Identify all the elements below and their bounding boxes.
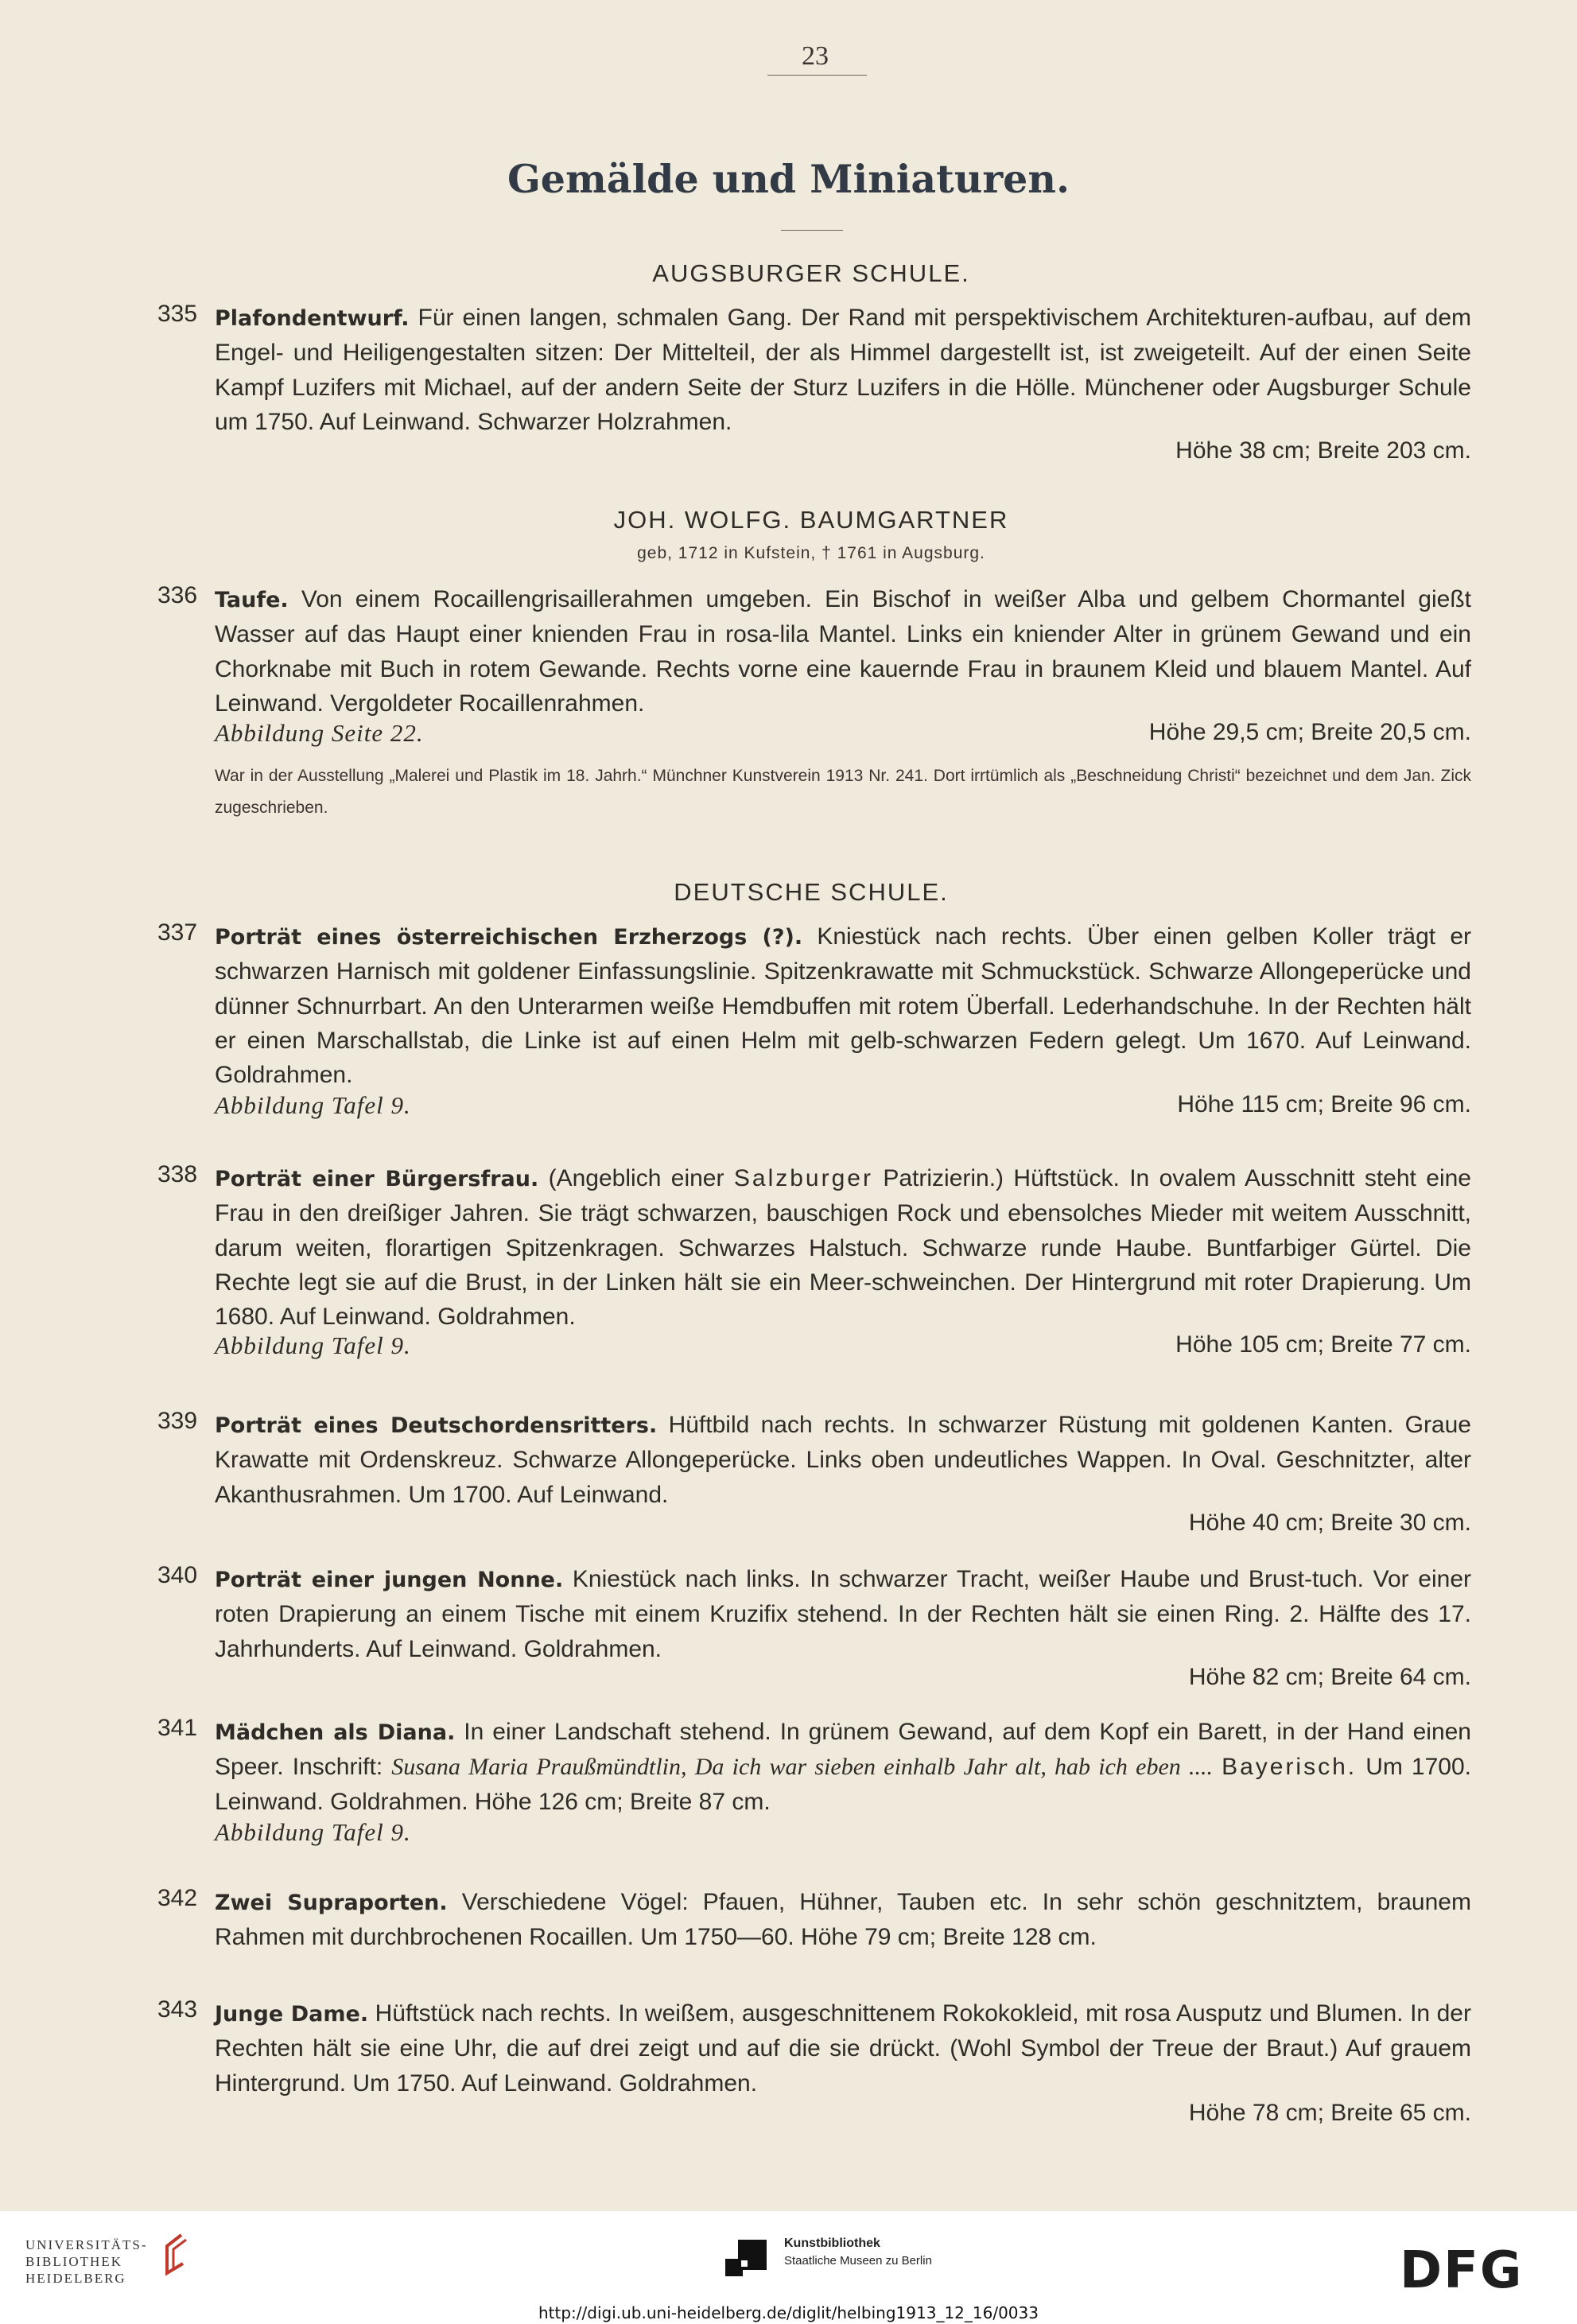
- entry-number: 343: [157, 1996, 198, 2023]
- entry-dimensions: Höhe 115 cm; Breite 96 cm.: [1177, 1091, 1471, 1117]
- entry-text: [215, 919, 1471, 1092]
- entry-title: Porträt einer jungen Nonne.: [215, 1568, 564, 1592]
- catalog-entry-337: [157, 919, 1471, 1142]
- entry-figure-reference: Abbildung Seite 22.: [215, 719, 424, 747]
- catalog-entry-336: [157, 582, 1471, 757]
- uhd-logo-icon: [159, 2232, 191, 2279]
- entry-description-cont: Um 1700. Leinwand. Goldrahmen. Höhe 126 cm; Breite 87 cm.: [215, 1754, 1471, 1815]
- kunstbibliothek-logo-icon: [721, 2235, 773, 2283]
- entry-figure-reference: Abbildung Tafel 9.: [215, 1331, 411, 1359]
- section-heading-augsburger: AUGSBURGER SCHULE.: [652, 259, 970, 287]
- entry-description: Kniestück nach rechts. Über einen gelben Koller trägt er schwarzen Harnisch mit goldener Einfassungslinie. Spitzenkrawatte mit Schmuckstück. Schwarze Allongeperücke und dünner Schnurrbart. An den Unterarmen weiße Hemdbuffen mit rotem Überfall. Lederhandschuhe. In der Rechten hält er einen Marschallstab, die Linke ist auf einen Helm mit gelb-schwarzen Federn gelegt. Um 1670. Auf Leinwand. Goldrahmen.: [215, 923, 1471, 1089]
- entry-dimensions: Höhe 82 cm; Breite 64 cm.: [1188, 1664, 1471, 1690]
- entry-title: Plafondentwurf.: [215, 306, 410, 331]
- entry-title: Porträt einer Bürgersfrau.: [215, 1167, 539, 1191]
- artist-heading-baumgartner: JOH. WOLFG. BAUMGARTNER: [613, 506, 1009, 534]
- entry-number: 339: [157, 1408, 198, 1434]
- entry-description: Hüftstück nach rechts. In weißem, ausgeschnittenem Rokokokleid, mit rosa Ausputz und Blumen. In der Rechten hält sie eine Uhr, die auf drei zeigt und auf die sie drückt. (Wohl Symbol der Treue der Braut.) Auf grauem Hintergrund. Um 1750. Auf Leinwand. Goldrahmen.: [215, 2000, 1471, 2097]
- entry-dimensions: Höhe 29,5 cm; Breite 20,5 cm.: [1148, 719, 1471, 745]
- entry-description: Von einem Rocaillengrisaillerahmen umgeben. Ein Bischof in weißer Alba und gelbem Chormantel gießt Wasser auf das Haupt einer knienden Frau in rosa-lila Mantel. Links ein kniender Alter in grünem Gewand und ein Chorknabe mit Buch in rotem Gewande. Rechts vorne eine kauernde Frau in braunem Kleid und blauem Mantel. Auf Leinwand. Vergoldeter Rocaillenrahmen.: [215, 586, 1471, 717]
- uhd-line-1: UNIVERSITÄTS-: [25, 2237, 148, 2252]
- entry-title: Taufe.: [215, 588, 289, 612]
- entry-spaced-word: Salzburger: [733, 1165, 873, 1191]
- entry-text: [215, 1562, 1471, 1666]
- entry-figure-reference: Abbildung Tafel 9.: [215, 1091, 411, 1119]
- entry-dimensions: Höhe 38 cm; Breite 203 cm.: [1175, 437, 1471, 464]
- entry-text: [215, 301, 1471, 439]
- entry-number: 340: [157, 1562, 198, 1588]
- entry-title: Porträt eines Deutschordensritters.: [215, 1413, 658, 1438]
- entry-text: [215, 1161, 1471, 1334]
- entry-number: 341: [157, 1715, 198, 1741]
- entry-description: Verschiedene Vögel: Pfauen, Hühner, Tauben etc. In sehr schön geschnitztem, braunem Rahmen mit durchbrochenen Rocaillen. Um 1750—60. Höhe 79 cm; Breite 128 cm.: [215, 1889, 1471, 1951]
- page-title: Gemälde und Miniaturen.: [507, 156, 1070, 202]
- section-heading-deutsche: DEUTSCHE SCHULE.: [674, 878, 949, 906]
- catalog-entry-343: [157, 1996, 1471, 2139]
- entry-number: 335: [157, 301, 198, 327]
- catalog-entry-341: [157, 1715, 1471, 1858]
- entry-text: [215, 582, 1471, 721]
- entry-number: 336: [157, 582, 198, 608]
- page-number: 23: [802, 41, 829, 71]
- entry-description: Für einen langen, schmalen Gang. Der Rand mit perspektivischem Architekturen-aufbau, auf dem Engel- und Heiligengestalten sitzen: Der Mittelteil, der als Himmel dargestellt ist, ist zweigeteilt. Auf der einen Seite Kampf Luzifers mit Michael, auf der andern Seite der Sturz Luzifers in die Hölle. Münchener oder Augsburger Schule um 1750. Auf Leinwand. Schwarzer Holzrahmen.: [215, 305, 1472, 435]
- entry-number: 342: [157, 1885, 198, 1911]
- entry-description: Hüftbild nach rechts. In schwarzer Rüstung mit goldenen Kanten. Graue Krawatte mit Ordenskreuz. Schwarze Allongeperücke. Links oben undeutliches Wappen. In Oval. Geschnitzter, alter Akanthusrahmen. Um 1700. Auf Leinwand.: [215, 1412, 1471, 1508]
- entry-spaced-word: Bayerisch.: [1222, 1754, 1358, 1781]
- entry-number: 338: [157, 1161, 198, 1187]
- entry-number: 337: [157, 919, 198, 946]
- uhd-line-2: BIBLIOTHEK: [25, 2254, 122, 2269]
- entry-description-cont: Patrizierin.) Hüftstück. In ovalem Ausschnitt steht eine Frau in den dreißiger Jahren. Sie trägt schwarzen, bauschigen Rock und ebensolches Mieder mit weitem Ausschnitt, darum weiten, florartigen Spitzenkragen. Schwarzes Halstuch. Schwarze runde Haube. Buntfarbiger Gürtel. Die Rechte legt sie auf die Brust, in der Linken hält sie ein Meer-schweinchen. Der Hintergrund mit roter Drapierung. Um 1680. Auf Leinwand. Goldrahmen.: [215, 1165, 1471, 1331]
- entry-dimensions: Höhe 78 cm; Breite 65 cm.: [1188, 2100, 1471, 2126]
- catalog-entry-340: [157, 1562, 1471, 1705]
- entry-text: [215, 1885, 1471, 1955]
- dfg-logo: DFG: [1400, 2241, 1524, 2300]
- entry-dimensions: Höhe 40 cm; Breite 30 cm.: [1188, 1510, 1471, 1536]
- kunstbibliothek-logo-text: [784, 2235, 932, 2270]
- uhd-logo-text: [25, 2237, 148, 2287]
- catalog-entry-335: [157, 301, 1471, 476]
- entry-title: Zwei Supraporten.: [215, 1891, 448, 1915]
- entry-description: (Angeblich einer: [548, 1165, 724, 1191]
- page-number-rule: [767, 75, 867, 76]
- entry-336-note: War in der Ausstellung „Malerei und Plastik im 18. Jahrh.“ Münchner Kunstverein 1913 Nr. 241. Dort irrtümlich als „Beschneidung Christi“ bezeichnet und dem Jan. Zick zugeschrieben.: [215, 767, 1471, 817]
- kb-title: Kunstbibliothek: [784, 2237, 880, 2250]
- uhd-line-3: HEIDELBERG: [25, 2271, 126, 2286]
- entry-dimensions: Höhe 105 cm; Breite 77 cm.: [1175, 1331, 1471, 1358]
- entry-figure-reference: Abbildung Tafel 9.: [215, 1818, 411, 1846]
- catalog-entry-342: [157, 1885, 1471, 1957]
- catalog-entry-339: [157, 1408, 1471, 1551]
- entry-title: Porträt eines österreichischen Erzherzogs (?).: [215, 925, 803, 950]
- catalog-entry-338: [157, 1161, 1471, 1376]
- entry-text: [215, 1408, 1471, 1512]
- title-rule: [781, 230, 843, 231]
- entry-description: In einer Landschaft stehend. In grünem Gewand, auf dem Kopf ein Barett, in der Hand einen Speer. Inschrift:: [215, 1719, 1471, 1781]
- entry-text: [215, 1715, 1471, 1819]
- entry-title: Junge Dame.: [215, 2002, 369, 2027]
- entry-text: [215, 1996, 1471, 2101]
- kb-subtitle: Staatliche Museen zu Berlin: [784, 2254, 932, 2268]
- entry-title: Mädchen als Diana.: [215, 1720, 456, 1745]
- entry-description: Kniestück nach links. In schwarzer Tracht, weißer Haube und Brust-tuch. Vor einer roten Drapierung an einem Tische mit einem Kruzifix stehend. In der Rechten hält sie einen Ring. 2. Hälfte des 17. Jahrhunderts. Auf Leinwand. Goldrahmen.: [215, 1566, 1471, 1662]
- entry-inscription: Susana Maria Praußmündtlin, Da ich war sieben einhalb Jahr alt, hab ich eben ....: [391, 1754, 1213, 1781]
- artist-lifedates: geb, 1712 in Kufstein, † 1761 in Augsburg.: [637, 544, 985, 562]
- permalink-url[interactable]: http://digi.ub.uni-heidelberg.de/diglit/helbing1913_12_16/0033: [538, 2303, 1039, 2322]
